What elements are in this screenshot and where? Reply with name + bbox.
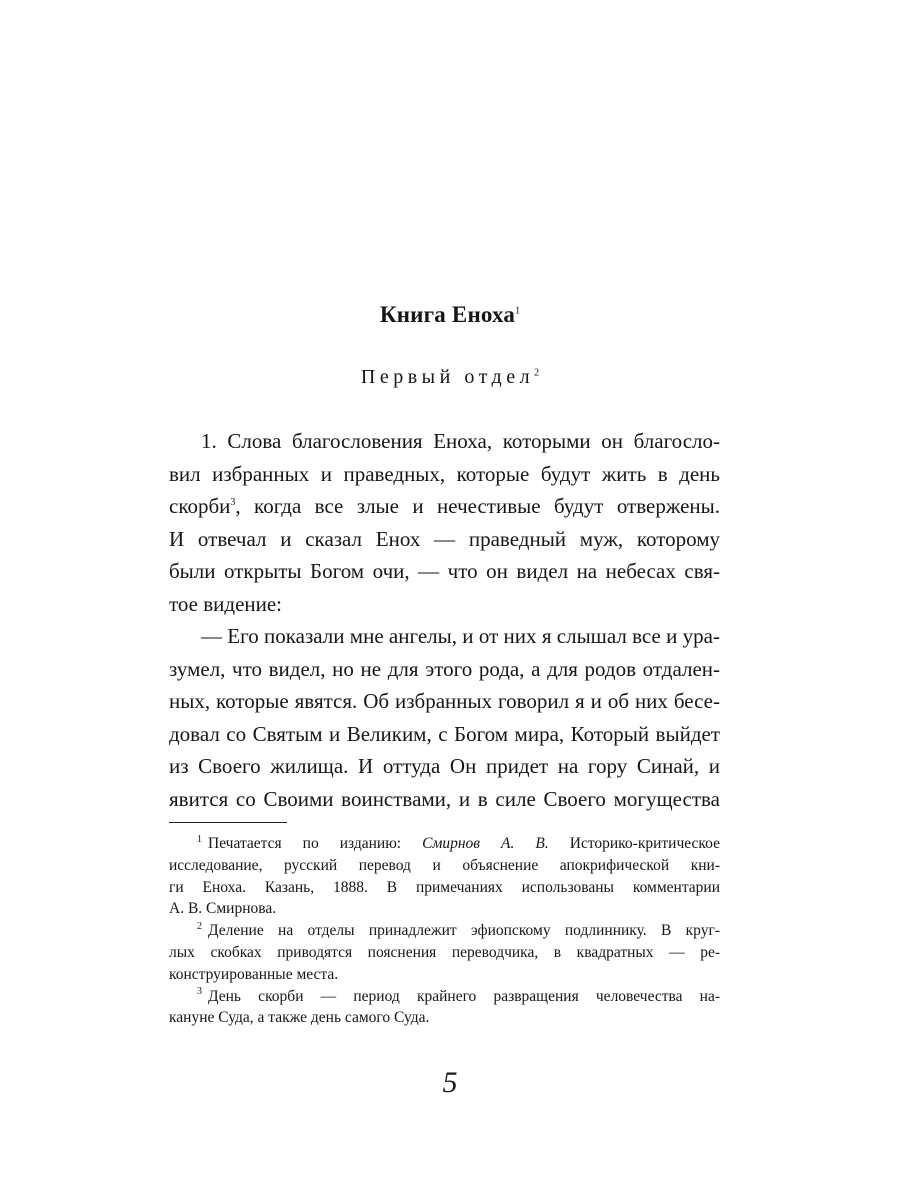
- footnote-line: лых скобках приводятся пояснения переводчика, в квадратных — ре-: [169, 943, 720, 961]
- footnote-number: 2: [197, 921, 202, 933]
- footnote-divider: [169, 822, 287, 823]
- body-line-part: , когда все злые и нечестивые будут отвержены.: [235, 494, 720, 518]
- footnote-text: День скорби — период крайнего развращения человечества на-: [208, 987, 720, 1005]
- section-subtitle-text: Первый отдел: [360, 366, 535, 388]
- footnote-number: 3: [197, 986, 202, 998]
- body-line-part: скорби: [169, 494, 231, 518]
- body-line: вил избранных и праведных, которые будут жить в день: [169, 461, 720, 486]
- chapter-title-text: Книга Еноха: [379, 302, 516, 327]
- footnote-line: ги Еноха. Казань, 1888. В примечаниях использованы комментарии: [169, 878, 720, 896]
- body-line: зумел, что видел, но не для этого рода, а для родов отдален-: [169, 656, 720, 681]
- body-line: довал со Святым и Великим, с Богом мира, Который выйдет: [169, 721, 720, 746]
- footnote-line: исследование, русский перевод и объяснение апокрифической кни-: [169, 856, 720, 874]
- body-line: 1. Слова благословения Еноха, которыми он благосло-: [201, 429, 720, 453]
- body-line: тое видение:: [169, 591, 283, 616]
- footnote-ref-1: 1: [515, 305, 521, 317]
- footnote-2: [169, 920, 720, 942]
- body-line: явится со Своими воинствами, и в силе Своего могущества: [169, 786, 720, 811]
- body-line: ных, которые явятся. Об избранных говорил я и об них бесе-: [169, 689, 720, 713]
- body-line: — Его показали мне ангелы, и от них я слышал все и ура-: [201, 624, 720, 648]
- footnote-text: Деление на отделы принадлежит эфиопскому подлиннику. В круг-: [208, 922, 720, 940]
- footnote-line: конструированные места.: [169, 965, 339, 983]
- body-line: И отвечал и сказал Енох — праведный муж, которому: [169, 526, 720, 551]
- footnote-line: А. В. Смирнова.: [169, 900, 277, 918]
- footnote-line: кануне Суда, а также день самого Суда.: [169, 1009, 430, 1027]
- body-line: [169, 490, 720, 523]
- section-subtitle: [0, 366, 900, 389]
- footnote-text: Историко-критическое: [548, 835, 720, 852]
- footnote-1: [169, 833, 720, 855]
- body-text: [169, 425, 720, 815]
- footnote-text: Печатается по изданию:: [208, 835, 423, 852]
- footnote-ref-3: 3: [230, 497, 236, 508]
- chapter-title: [0, 302, 900, 328]
- footnotes: [169, 833, 720, 1029]
- footnote-author: Смирнов А. В.: [422, 835, 549, 852]
- body-line: были открыты Богом очи, — что он видел на небесах свя-: [169, 559, 720, 583]
- footnote-number: 1: [197, 833, 202, 845]
- footnote-3: [169, 986, 720, 1008]
- page-number: 5: [442, 1066, 458, 1099]
- body-line: из Своего жилища. И оттуда Он придет на гору Синай, и: [169, 754, 720, 778]
- footnote-ref-2: 2: [534, 367, 540, 379]
